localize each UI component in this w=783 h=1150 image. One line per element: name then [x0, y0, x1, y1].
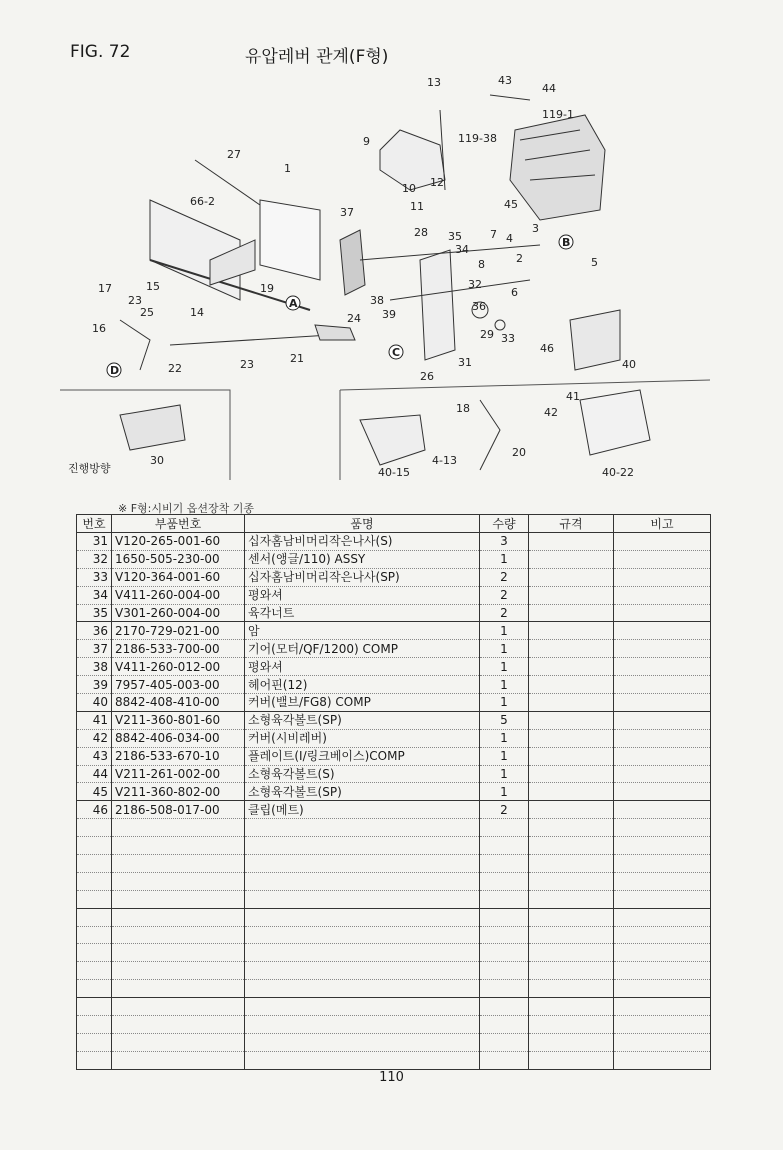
- empty-cell: [480, 962, 529, 980]
- callout: 29: [480, 328, 494, 341]
- cell-remarks: [614, 640, 711, 658]
- header-qty: 수량: [480, 515, 529, 533]
- callout: 9: [363, 135, 370, 148]
- callout: 22: [168, 362, 182, 375]
- cell-spec: [529, 711, 614, 729]
- cell-remarks: [614, 658, 711, 676]
- callout: 14: [190, 306, 204, 319]
- marker-d: D: [110, 364, 120, 377]
- cell-name: 평와셔: [245, 658, 480, 676]
- cell-no: 42: [77, 729, 112, 747]
- callout: 44: [542, 82, 556, 95]
- empty-cell: [77, 1033, 112, 1051]
- cell-part-no: 2186-533-700-00: [112, 640, 245, 658]
- callout: 35: [448, 230, 462, 243]
- empty-row: [77, 837, 711, 855]
- cell-no: 41: [77, 711, 112, 729]
- cell-part-no: 7957-405-003-00: [112, 676, 245, 694]
- table-row: [77, 747, 711, 765]
- cell-qty: 1: [480, 765, 529, 783]
- cell-name: 소형육각볼트(SP): [245, 783, 480, 801]
- empty-cell: [77, 1016, 112, 1034]
- empty-cell: [112, 998, 245, 1016]
- empty-cell: [112, 944, 245, 962]
- empty-cell: [614, 908, 711, 926]
- table-row: [77, 550, 711, 568]
- cell-qty: 1: [480, 550, 529, 568]
- cell-spec: [529, 604, 614, 622]
- empty-cell: [245, 855, 480, 873]
- diagram-svg: [60, 70, 710, 490]
- cell-no: 33: [77, 568, 112, 586]
- cell-remarks: [614, 568, 711, 586]
- figure-title: 유압레버 관계(F형): [245, 47, 389, 67]
- empty-cell: [245, 837, 480, 855]
- empty-cell: [245, 1016, 480, 1034]
- callout: 42: [544, 406, 558, 419]
- cell-part-no: V211-360-802-00: [112, 783, 245, 801]
- cell-name: 커버(밸브/FG8) COMP: [245, 694, 480, 712]
- empty-cell: [245, 944, 480, 962]
- cell-qty: 1: [480, 783, 529, 801]
- callout: 6: [511, 286, 518, 299]
- marker-c: C: [392, 346, 401, 359]
- empty-cell: [614, 855, 711, 873]
- empty-cell: [480, 855, 529, 873]
- empty-cell: [77, 819, 112, 837]
- cell-part-no: V411-260-004-00: [112, 586, 245, 604]
- callout: 26: [420, 370, 434, 383]
- cell-qty: 1: [480, 622, 529, 640]
- cell-no: 35: [77, 604, 112, 622]
- cell-part-no: 2186-508-017-00: [112, 801, 245, 819]
- cell-spec: [529, 568, 614, 586]
- table-row: [77, 765, 711, 783]
- parts-body: [77, 533, 711, 1070]
- callout: 13: [427, 76, 441, 89]
- cell-qty: 1: [480, 694, 529, 712]
- empty-cell: [614, 998, 711, 1016]
- direction-label: 진행방향: [68, 462, 111, 475]
- empty-cell: [480, 1033, 529, 1051]
- empty-row: [77, 962, 711, 980]
- empty-cell: [529, 855, 614, 873]
- cell-qty: 3: [480, 533, 529, 551]
- callout: 37: [340, 206, 354, 219]
- empty-cell: [245, 872, 480, 890]
- empty-cell: [112, 837, 245, 855]
- cell-no: 31: [77, 533, 112, 551]
- table-header-row: [77, 515, 711, 533]
- empty-cell: [112, 926, 245, 944]
- cell-name: 평와셔: [245, 586, 480, 604]
- empty-cell: [77, 872, 112, 890]
- callout: 32: [468, 278, 482, 291]
- table-row: [77, 586, 711, 604]
- cell-qty: 2: [480, 586, 529, 604]
- cell-qty: 5: [480, 711, 529, 729]
- empty-cell: [480, 908, 529, 926]
- empty-cell: [245, 998, 480, 1016]
- cell-spec: [529, 533, 614, 551]
- cell-remarks: [614, 550, 711, 568]
- empty-cell: [112, 890, 245, 908]
- empty-cell: [614, 1051, 711, 1069]
- empty-row: [77, 926, 711, 944]
- cell-spec: [529, 765, 614, 783]
- callout: 66-2: [190, 195, 215, 208]
- cell-spec: [529, 783, 614, 801]
- empty-cell: [614, 1016, 711, 1034]
- callout: 36: [472, 300, 486, 313]
- empty-cell: [112, 1051, 245, 1069]
- cell-spec: [529, 622, 614, 640]
- cell-remarks: [614, 676, 711, 694]
- cell-no: 38: [77, 658, 112, 676]
- callout: 4: [506, 232, 513, 245]
- empty-row: [77, 1016, 711, 1034]
- table-row: [77, 694, 711, 712]
- cell-no: 45: [77, 783, 112, 801]
- empty-cell: [480, 1016, 529, 1034]
- cell-spec: [529, 801, 614, 819]
- cell-name: 클립(메트): [245, 801, 480, 819]
- empty-cell: [614, 890, 711, 908]
- table-row: [77, 604, 711, 622]
- empty-cell: [112, 855, 245, 873]
- empty-cell: [245, 1033, 480, 1051]
- empty-cell: [77, 837, 112, 855]
- cell-spec: [529, 729, 614, 747]
- empty-cell: [529, 998, 614, 1016]
- model-note: ※ F형:시비기 옵션장착 기종: [118, 502, 254, 515]
- cell-qty: 1: [480, 676, 529, 694]
- callout: 30: [150, 454, 164, 467]
- empty-cell: [245, 962, 480, 980]
- empty-cell: [480, 1051, 529, 1069]
- empty-row: [77, 944, 711, 962]
- empty-cell: [480, 944, 529, 962]
- empty-row: [77, 1033, 711, 1051]
- empty-cell: [112, 872, 245, 890]
- callout: 34: [455, 243, 469, 256]
- callout: 40-22: [602, 466, 634, 479]
- cell-remarks: [614, 729, 711, 747]
- empty-cell: [77, 944, 112, 962]
- cell-remarks: [614, 747, 711, 765]
- cell-no: 37: [77, 640, 112, 658]
- empty-cell: [112, 1016, 245, 1034]
- empty-cell: [614, 944, 711, 962]
- empty-cell: [529, 944, 614, 962]
- callout: 3: [532, 222, 539, 235]
- callout: 18: [456, 402, 470, 415]
- table-row: [77, 622, 711, 640]
- cell-qty: 1: [480, 747, 529, 765]
- marker-b: B: [562, 236, 571, 249]
- empty-row: [77, 855, 711, 873]
- cell-part-no: 2186-533-670-10: [112, 747, 245, 765]
- cell-qty: 2: [480, 801, 529, 819]
- table-row: [77, 711, 711, 729]
- cell-no: 36: [77, 622, 112, 640]
- empty-cell: [77, 962, 112, 980]
- table-row: [77, 801, 711, 819]
- header-no: 번호: [77, 515, 112, 533]
- cell-qty: 1: [480, 729, 529, 747]
- cell-part-no: 8842-406-034-00: [112, 729, 245, 747]
- cell-part-no: V411-260-012-00: [112, 658, 245, 676]
- empty-cell: [112, 819, 245, 837]
- cell-no: 43: [77, 747, 112, 765]
- callout: 20: [512, 446, 526, 459]
- empty-cell: [480, 837, 529, 855]
- cell-spec: [529, 658, 614, 676]
- cell-part-no: V211-261-002-00: [112, 765, 245, 783]
- callout: 46: [540, 342, 554, 355]
- callout: 8: [478, 258, 485, 271]
- cell-name: 기어(모터/QF/1200) COMP: [245, 640, 480, 658]
- callout: 21: [290, 352, 304, 365]
- cell-no: 39: [77, 676, 112, 694]
- cell-qty: 1: [480, 640, 529, 658]
- callout: 10: [402, 182, 416, 195]
- cell-remarks: [614, 783, 711, 801]
- cell-spec: [529, 640, 614, 658]
- callout: 33: [501, 332, 515, 345]
- empty-cell: [529, 926, 614, 944]
- callout: 15: [146, 280, 160, 293]
- page-number: 110: [379, 1070, 404, 1085]
- empty-cell: [529, 1033, 614, 1051]
- empty-cell: [112, 1033, 245, 1051]
- callout: 11: [410, 200, 424, 213]
- table-row: [77, 533, 711, 551]
- callout: 40-15: [378, 466, 410, 479]
- callout: 45: [504, 198, 518, 211]
- callout: 38: [370, 294, 384, 307]
- cell-name: 소형육각볼트(SP): [245, 711, 480, 729]
- cell-remarks: [614, 694, 711, 712]
- empty-cell: [112, 980, 245, 998]
- cell-no: 34: [77, 586, 112, 604]
- empty-cell: [77, 926, 112, 944]
- callout: 31: [458, 356, 472, 369]
- cell-part-no: V120-364-001-60: [112, 568, 245, 586]
- empty-cell: [245, 1051, 480, 1069]
- empty-cell: [529, 819, 614, 837]
- empty-cell: [112, 962, 245, 980]
- empty-cell: [77, 998, 112, 1016]
- empty-cell: [480, 872, 529, 890]
- callout: 119-1: [542, 108, 574, 121]
- header-spec: 규격: [529, 515, 614, 533]
- cell-qty: 2: [480, 568, 529, 586]
- marker-a: A: [289, 297, 298, 310]
- callout: 19: [260, 282, 274, 295]
- cell-name: 헤어핀(12): [245, 676, 480, 694]
- header-part-no: 부품번호: [112, 515, 245, 533]
- callout: 23: [128, 294, 142, 307]
- empty-cell: [529, 872, 614, 890]
- empty-cell: [529, 962, 614, 980]
- cell-part-no: 8842-408-410-00: [112, 694, 245, 712]
- cell-remarks: [614, 604, 711, 622]
- table-row: [77, 783, 711, 801]
- empty-cell: [614, 872, 711, 890]
- empty-cell: [245, 819, 480, 837]
- callout: 43: [498, 74, 512, 87]
- callout: 12: [430, 176, 444, 189]
- empty-cell: [245, 908, 480, 926]
- empty-cell: [529, 837, 614, 855]
- table-row: [77, 568, 711, 586]
- empty-cell: [77, 1051, 112, 1069]
- cell-remarks: [614, 765, 711, 783]
- callout: 39: [382, 308, 396, 321]
- table-row: [77, 658, 711, 676]
- empty-row: [77, 998, 711, 1016]
- callout: 4-13: [432, 454, 457, 467]
- empty-cell: [480, 819, 529, 837]
- callout: 25: [140, 306, 154, 319]
- callout: 1: [284, 162, 291, 175]
- cell-name: 십자홈남비머리작은나사(S): [245, 533, 480, 551]
- callout: 5: [591, 256, 598, 269]
- empty-cell: [77, 980, 112, 998]
- cell-qty: 2: [480, 604, 529, 622]
- cell-spec: [529, 694, 614, 712]
- cell-name: 플레이트(I/링크베이스)COMP: [245, 747, 480, 765]
- cell-part-no: V211-360-801-60: [112, 711, 245, 729]
- empty-row: [77, 890, 711, 908]
- empty-cell: [529, 908, 614, 926]
- cell-no: 40: [77, 694, 112, 712]
- empty-cell: [245, 926, 480, 944]
- cell-spec: [529, 550, 614, 568]
- cell-part-no: V301-260-004-00: [112, 604, 245, 622]
- cell-name: 십자홈남비머리작은나사(SP): [245, 568, 480, 586]
- empty-cell: [529, 890, 614, 908]
- cell-qty: 1: [480, 658, 529, 676]
- callout: 16: [92, 322, 106, 335]
- cell-spec: [529, 586, 614, 604]
- cell-no: 32: [77, 550, 112, 568]
- empty-cell: [529, 980, 614, 998]
- empty-row: [77, 872, 711, 890]
- table-row: [77, 676, 711, 694]
- cell-spec: [529, 676, 614, 694]
- empty-cell: [77, 908, 112, 926]
- callout: 119-38: [458, 132, 497, 145]
- empty-cell: [480, 980, 529, 998]
- cell-no: 46: [77, 801, 112, 819]
- callout: 17: [98, 282, 112, 295]
- cell-part-no: V120-265-001-60: [112, 533, 245, 551]
- cell-no: 44: [77, 765, 112, 783]
- empty-cell: [529, 1051, 614, 1069]
- empty-cell: [614, 1033, 711, 1051]
- empty-cell: [245, 980, 480, 998]
- empty-cell: [480, 890, 529, 908]
- table-row: [77, 640, 711, 658]
- header-remarks: 비고: [614, 515, 711, 533]
- cell-name: 센서(앵글/110) ASSY: [245, 550, 480, 568]
- empty-cell: [480, 926, 529, 944]
- table-row: [77, 729, 711, 747]
- header-name: 품명: [245, 515, 480, 533]
- cell-name: 커버(시비레버): [245, 729, 480, 747]
- empty-row: [77, 1051, 711, 1069]
- cell-remarks: [614, 586, 711, 604]
- exploded-parts-diagram: [60, 70, 710, 490]
- empty-cell: [77, 890, 112, 908]
- cell-remarks: [614, 622, 711, 640]
- callout: 23: [240, 358, 254, 371]
- empty-cell: [77, 855, 112, 873]
- callout: 2: [516, 252, 523, 265]
- cell-part-no: 1650-505-230-00: [112, 550, 245, 568]
- figure-number: FIG. 72: [70, 42, 131, 62]
- callout: 41: [566, 390, 580, 403]
- cell-name: 암: [245, 622, 480, 640]
- cell-spec: [529, 747, 614, 765]
- empty-cell: [245, 890, 480, 908]
- cell-name: 육각너트: [245, 604, 480, 622]
- empty-cell: [614, 962, 711, 980]
- callout: 7: [490, 228, 497, 241]
- empty-cell: [112, 908, 245, 926]
- empty-cell: [614, 819, 711, 837]
- cell-part-no: 2170-729-021-00: [112, 622, 245, 640]
- cell-remarks: [614, 801, 711, 819]
- callout: 28: [414, 226, 428, 239]
- cell-name: 소형육각볼트(S): [245, 765, 480, 783]
- empty-cell: [614, 926, 711, 944]
- empty-cell: [480, 998, 529, 1016]
- empty-cell: [614, 980, 711, 998]
- empty-row: [77, 819, 711, 837]
- empty-cell: [614, 837, 711, 855]
- cell-remarks: [614, 711, 711, 729]
- callout: 27: [227, 148, 241, 161]
- callout: 24: [347, 312, 361, 325]
- cell-remarks: [614, 533, 711, 551]
- empty-row: [77, 980, 711, 998]
- callout: 40: [622, 358, 636, 371]
- empty-cell: [529, 1016, 614, 1034]
- parts-table: [76, 514, 711, 1070]
- empty-row: [77, 908, 711, 926]
